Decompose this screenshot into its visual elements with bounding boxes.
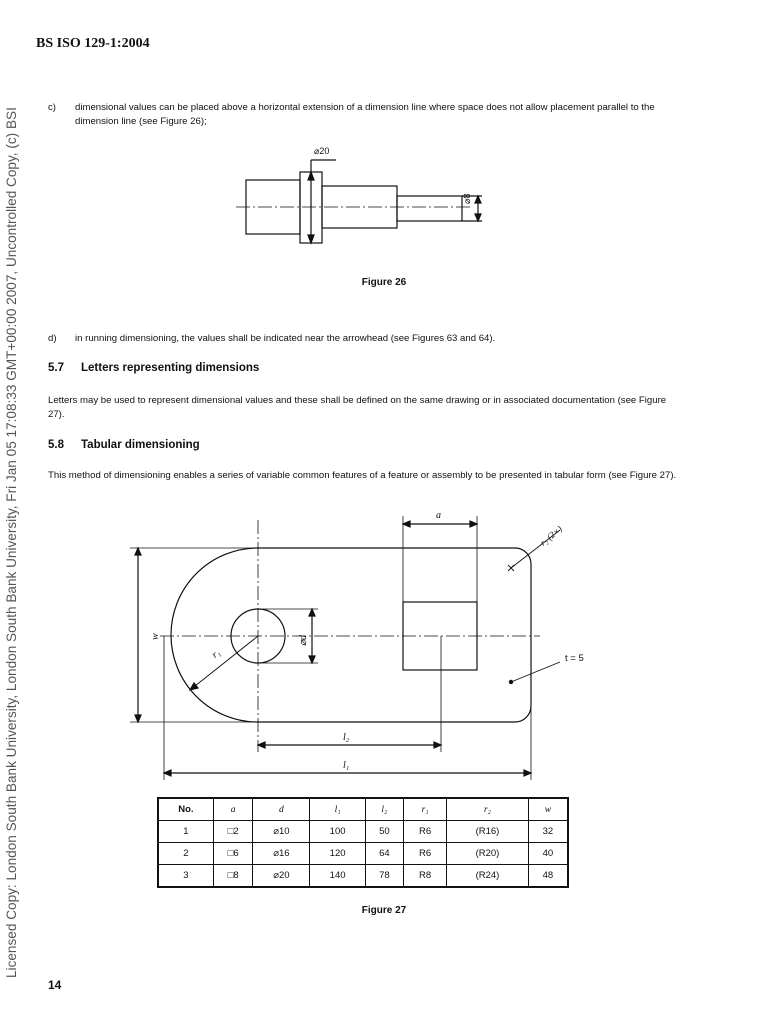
dimension-table (157, 797, 569, 888)
fig27-label-r1: r₁ (210, 647, 223, 661)
table-cell: ⌀10 (253, 821, 310, 843)
fig26-dim-right: ⌀8 (462, 193, 472, 204)
table-cell: 64 (365, 843, 403, 865)
table-cell: 32 (528, 821, 568, 843)
table-cell: 3 (158, 865, 213, 888)
fig27-label-l1: l₁ (343, 760, 350, 771)
table-cell: (R20) (447, 843, 529, 865)
table-header: l₁ (310, 798, 365, 821)
table-cell: R6 (403, 821, 446, 843)
table-cell: 78 (365, 865, 403, 888)
table-cell: R6 (403, 843, 446, 865)
table-cell: 2 (158, 843, 213, 865)
table-header: w (528, 798, 568, 821)
table-cell: 120 (310, 843, 365, 865)
table-cell: □8 (213, 865, 253, 888)
item-d-label: d) (48, 333, 57, 344)
fig27-label-r2: r₂ (2×) (538, 523, 564, 548)
table-cell: ⌀16 (253, 843, 310, 865)
figure-27-caption: Figure 27 (361, 905, 407, 916)
table-header: r₂ (447, 798, 529, 821)
page-number: 14 (48, 978, 62, 992)
section-5-7-text: Letters may be used to represent dimensional values and these shall be defined on the same drawing or in associated documentation (see Figure 27). (48, 395, 667, 420)
figure-26-caption: Figure 26 (361, 277, 407, 288)
table-cell: ⌀20 (253, 865, 310, 888)
section-5-8-text: This method of dimensioning enables a series of variable common features of a feature or assembly to be presented in tabular form (see Figure 27). (48, 470, 677, 481)
item-c-label: c) (48, 102, 56, 113)
table-cell: 40 (528, 843, 568, 865)
table-cell: □6 (213, 843, 253, 865)
table-header: a (213, 798, 253, 821)
table-cell: (R16) (447, 821, 529, 843)
section-5-8-number: 5.8 (48, 439, 64, 451)
item-d-text: in running dimensioning, the values shall be indicated near the arrowhead (see Figures 63 and 64). (75, 333, 496, 344)
table-cell: R8 (403, 865, 446, 888)
section-5-8-title: Tabular dimensioning (81, 439, 200, 451)
table-cell: 140 (310, 865, 365, 888)
fig27-label-l2: l₂ (343, 732, 350, 743)
table-header: l₂ (365, 798, 403, 821)
license-watermark: Licensed Copy: London South Bank University, London South Bank University, Fri Jan 05 17:08:33 GMT+00:00 2007, Uncontrolled Copy, (c) BSI (4, 107, 19, 978)
table-row (158, 865, 568, 888)
table-header: r₁ (403, 798, 446, 821)
fig27-label-t: t = 5 (565, 653, 584, 664)
fig27-label-a: a (436, 510, 441, 521)
section-5-7-number: 5.7 (48, 362, 64, 374)
table-cell: (R24) (447, 865, 529, 888)
table-cell: 100 (310, 821, 365, 843)
fig27-label-w: w (150, 633, 161, 640)
table-cell: 1 (158, 821, 213, 843)
table-cell: □2 (213, 821, 253, 843)
item-c-text: dimensional values can be placed above a horizontal extension of a dimension line where space does not allow placement parallel to the dimension line (see Figure 26); (75, 102, 655, 127)
table-row (158, 821, 568, 843)
fig26-dim-top: ⌀20 (314, 146, 330, 156)
section-5-7-title: Letters representing dimensions (81, 362, 260, 374)
table-cell: 48 (528, 865, 568, 888)
table-row (158, 843, 568, 865)
table-header: No. (158, 798, 213, 821)
table-header-row (158, 798, 568, 821)
fig27-label-d: ⌀d (298, 634, 309, 646)
table-header: d (253, 798, 310, 821)
table-cell: 50 (365, 821, 403, 843)
standard-header: BS ISO 129-1:2004 (36, 36, 150, 51)
